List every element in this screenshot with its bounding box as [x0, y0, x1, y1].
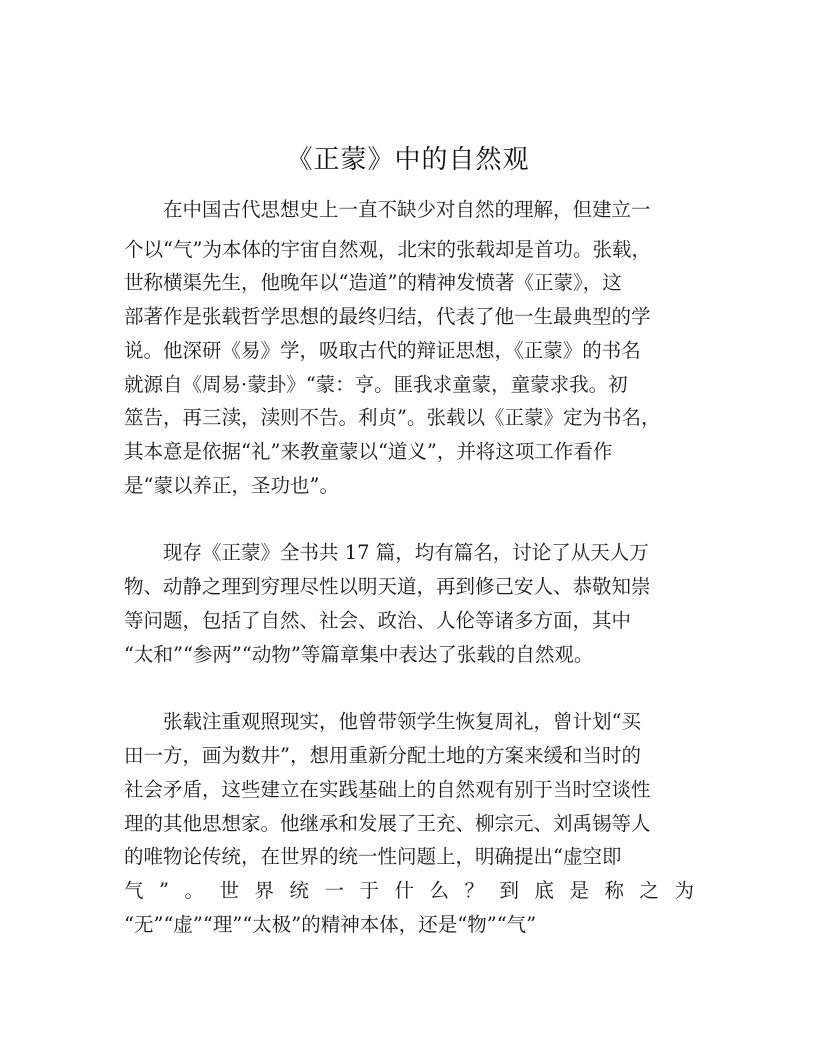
justified-char: 气 — [124, 879, 144, 902]
paragraph-line: 筮告，再三渎，渎则不告。利贞”。张载以《正蒙》定为书名， — [124, 406, 661, 429]
justified-char: 么 — [429, 879, 449, 902]
justified-char: 之 — [639, 879, 659, 902]
paragraph-line: 世称横渠先生，他晚年以“造道”的精神发愤著《正蒙》，这 — [124, 271, 622, 294]
paragraph-line: 部著作是张载哲学思想的最终归结，代表了他一生最典型的学 — [124, 305, 651, 328]
paragraph-line: 在中国古代思想史上一直不缺少对自然的理解，但建立一 — [163, 198, 651, 221]
justified-char: 统 — [289, 879, 309, 902]
paragraph-line-justified — [124, 876, 694, 906]
justified-char: 于 — [359, 879, 379, 902]
paragraph-line: 物、动静之理到穷理尽性以明天道，再到修己安人、恭敬知崇 — [124, 575, 651, 598]
paragraph-line: 个以“气”为本体的宇宙自然观，北宋的张载却是首功。张载， — [124, 238, 651, 261]
justified-char: 底 — [534, 879, 554, 902]
paragraph-line: “无”“虚”“理”“太极”的精神本体，还是“物”“气” — [124, 913, 537, 936]
paragraph-line: 张载注重观照现实，他曾带领学生恢复周礼，曾计划“买 — [163, 710, 641, 733]
justified-char: 为 — [674, 879, 694, 902]
paragraph-line: 田一方，画为数井”，想用重新分配土地的方案来缓和当时的 — [124, 744, 641, 767]
justified-char: ” — [159, 879, 169, 902]
paragraph-line: 就源自《周易·蒙卦》“蒙：亨。匪我求童蒙，童蒙求我。初 — [124, 373, 628, 396]
paragraph-line: 社会矛盾，这些建立在实践基础上的自然观有别于当时空谈性 — [124, 778, 651, 801]
paragraph-line: 等问题，包括了自然、社会、政治、人伦等诸多方面，其中 — [124, 609, 632, 632]
paragraph-line: 其本意是依据“礼”来教童蒙以“道义”，并将这项工作看作 — [124, 440, 613, 463]
paragraph-line: 的唯物论传统，在世界的统一性问题上，明确提出“虚空即 — [124, 845, 622, 868]
justified-char: 什 — [394, 879, 414, 902]
paragraph-line: 是“蒙以养正，圣功也”。 — [124, 474, 339, 497]
justified-char: ？ — [464, 879, 484, 902]
justified-char: 界 — [254, 879, 274, 902]
justified-char: 世 — [219, 879, 239, 902]
paragraph-line: 理的其他思想家。他继承和发展了王充、柳宗元、刘禹锡等人 — [124, 812, 651, 835]
document-title: 《正蒙》中的自然观 — [286, 145, 530, 175]
paragraph-line: 现存《正蒙》全书共 17 篇，均有篇名，讨论了从天人万 — [163, 541, 649, 564]
justified-char: 是 — [569, 879, 589, 902]
justified-char: 到 — [499, 879, 519, 902]
justified-char: 。 — [184, 879, 204, 902]
paragraph-line: “太和”“参两”“动物”等篇章集中表达了张载的自然观。 — [124, 643, 594, 666]
paragraph-line: 说。他深研《易》学，吸取古代的辩证思想，《正蒙》的书名 — [124, 339, 641, 362]
justified-char: 称 — [604, 879, 624, 902]
justified-char: 一 — [324, 879, 344, 902]
